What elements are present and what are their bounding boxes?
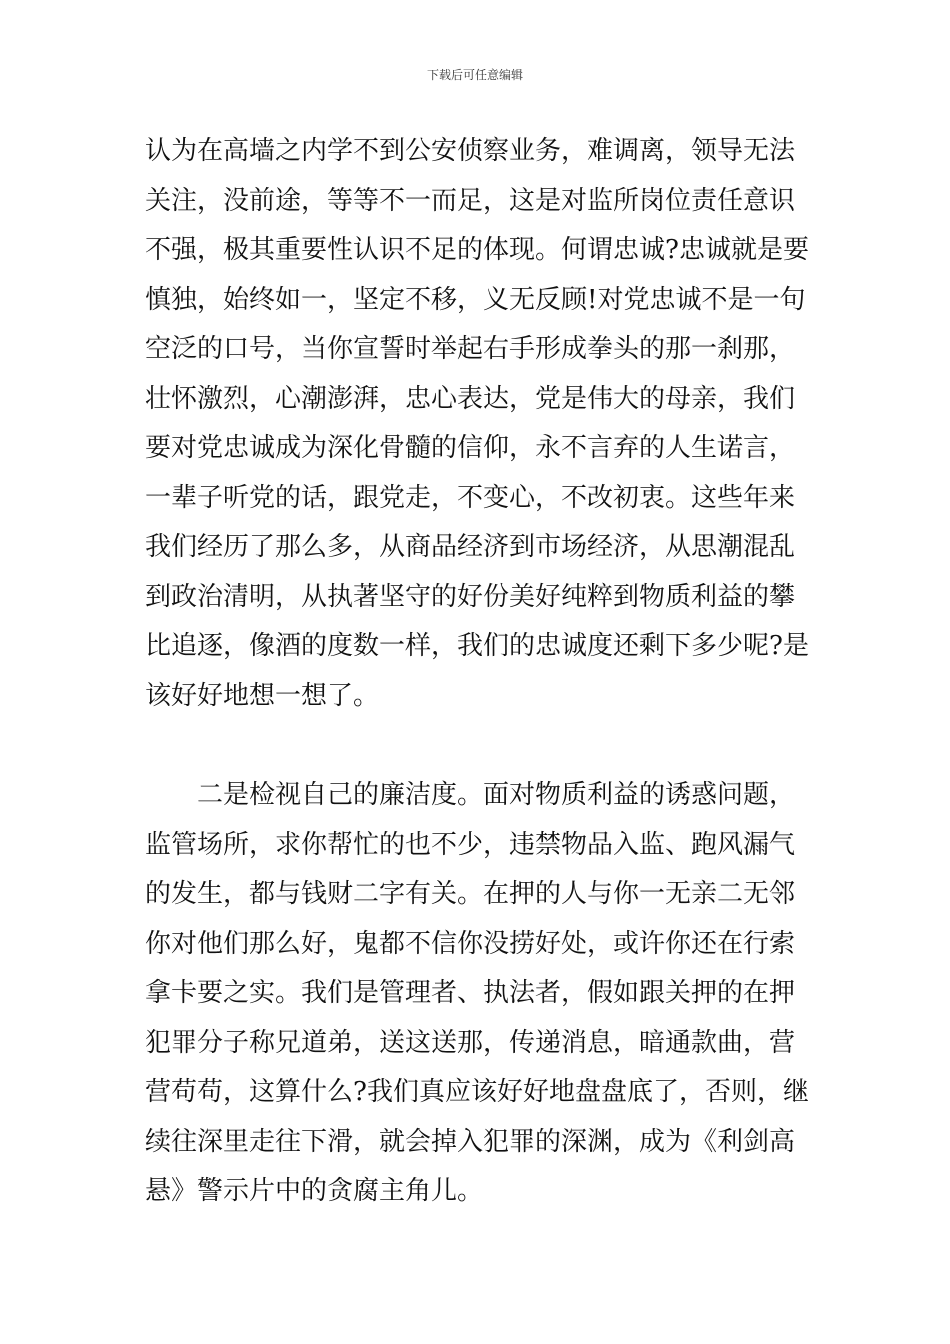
text-line: 要对党忠诚成为深化骨髓的信仰，永不言弃的人生诺言， bbox=[145, 433, 796, 463]
text-line: 二是检视自己的廉洁度。面对物质利益的诱惑问题， bbox=[145, 780, 796, 810]
text-line: 不强，极其重要性认识不足的体现。何谓忠诚?忠诚就是要 bbox=[145, 235, 809, 265]
text-line: 关注，没前途，等等不一而足，这是对监所岗位责任意识 bbox=[145, 185, 796, 216]
text-line: 我们经历了那么多，从商品经济到市场经济，从思潮混乱 bbox=[145, 532, 796, 562]
text-line: 你对他们那么好，鬼都不信你没捞好处，或许你还在行索 bbox=[145, 928, 796, 959]
paragraph-2 bbox=[145, 771, 810, 1217]
header-note: 下载后可任意编辑 bbox=[426, 68, 523, 82]
text-line: 到政治清明，从执著坚守的好份美好纯粹到物质利益的攀 bbox=[145, 581, 796, 612]
text-line: 犯罪分子称兄道弟，送这送那，传递消息，暗通款曲，营 bbox=[145, 1027, 796, 1058]
text-line: 慎独，始终如一，坚定不移，义无反顾!对党忠诚不是一句 bbox=[145, 284, 806, 315]
text-line: 拿卡要之实。我们是管理者、执法者，假如跟关押的在押 bbox=[145, 978, 796, 1008]
text-line: 比追逐，像酒的度数一样，我们的忠诚度还剩下多少呢?是 bbox=[145, 631, 809, 661]
text-line: 的发生，都与钱财二字有关。在押的人与你一无亲二无邻 bbox=[145, 879, 796, 909]
paragraph-1 bbox=[145, 127, 810, 721]
text-line: 营苟苟，这算什么?我们真应该好好地盘盘底了，否则，继 bbox=[145, 1077, 809, 1107]
text-line: 悬》警示片中的贪腐主角儿。 bbox=[145, 1176, 484, 1206]
text-line: 监管场所，求你帮忙的也不少，违禁物品入监、跑风漏气 bbox=[145, 829, 796, 860]
text-line: 空泛的口号，当你宣誓时举起右手形成拳头的那一刹那， bbox=[145, 334, 796, 364]
text-line: 续往深里走往下滑，就会掉入犯罪的深渊，成为《利剑高 bbox=[145, 1126, 796, 1157]
text-line: 壮怀激烈，心潮澎湃，忠心表达，党是伟大的母亲，我们 bbox=[145, 383, 796, 414]
text-line: 该好好地想一想了。 bbox=[145, 680, 380, 711]
text-line: 一辈子听党的话，跟党走，不变心，不改初衷。这些年来 bbox=[145, 482, 796, 513]
text-line: 认为在高墙之内学不到公安侦察业务，难调离，领导无法 bbox=[145, 136, 796, 166]
